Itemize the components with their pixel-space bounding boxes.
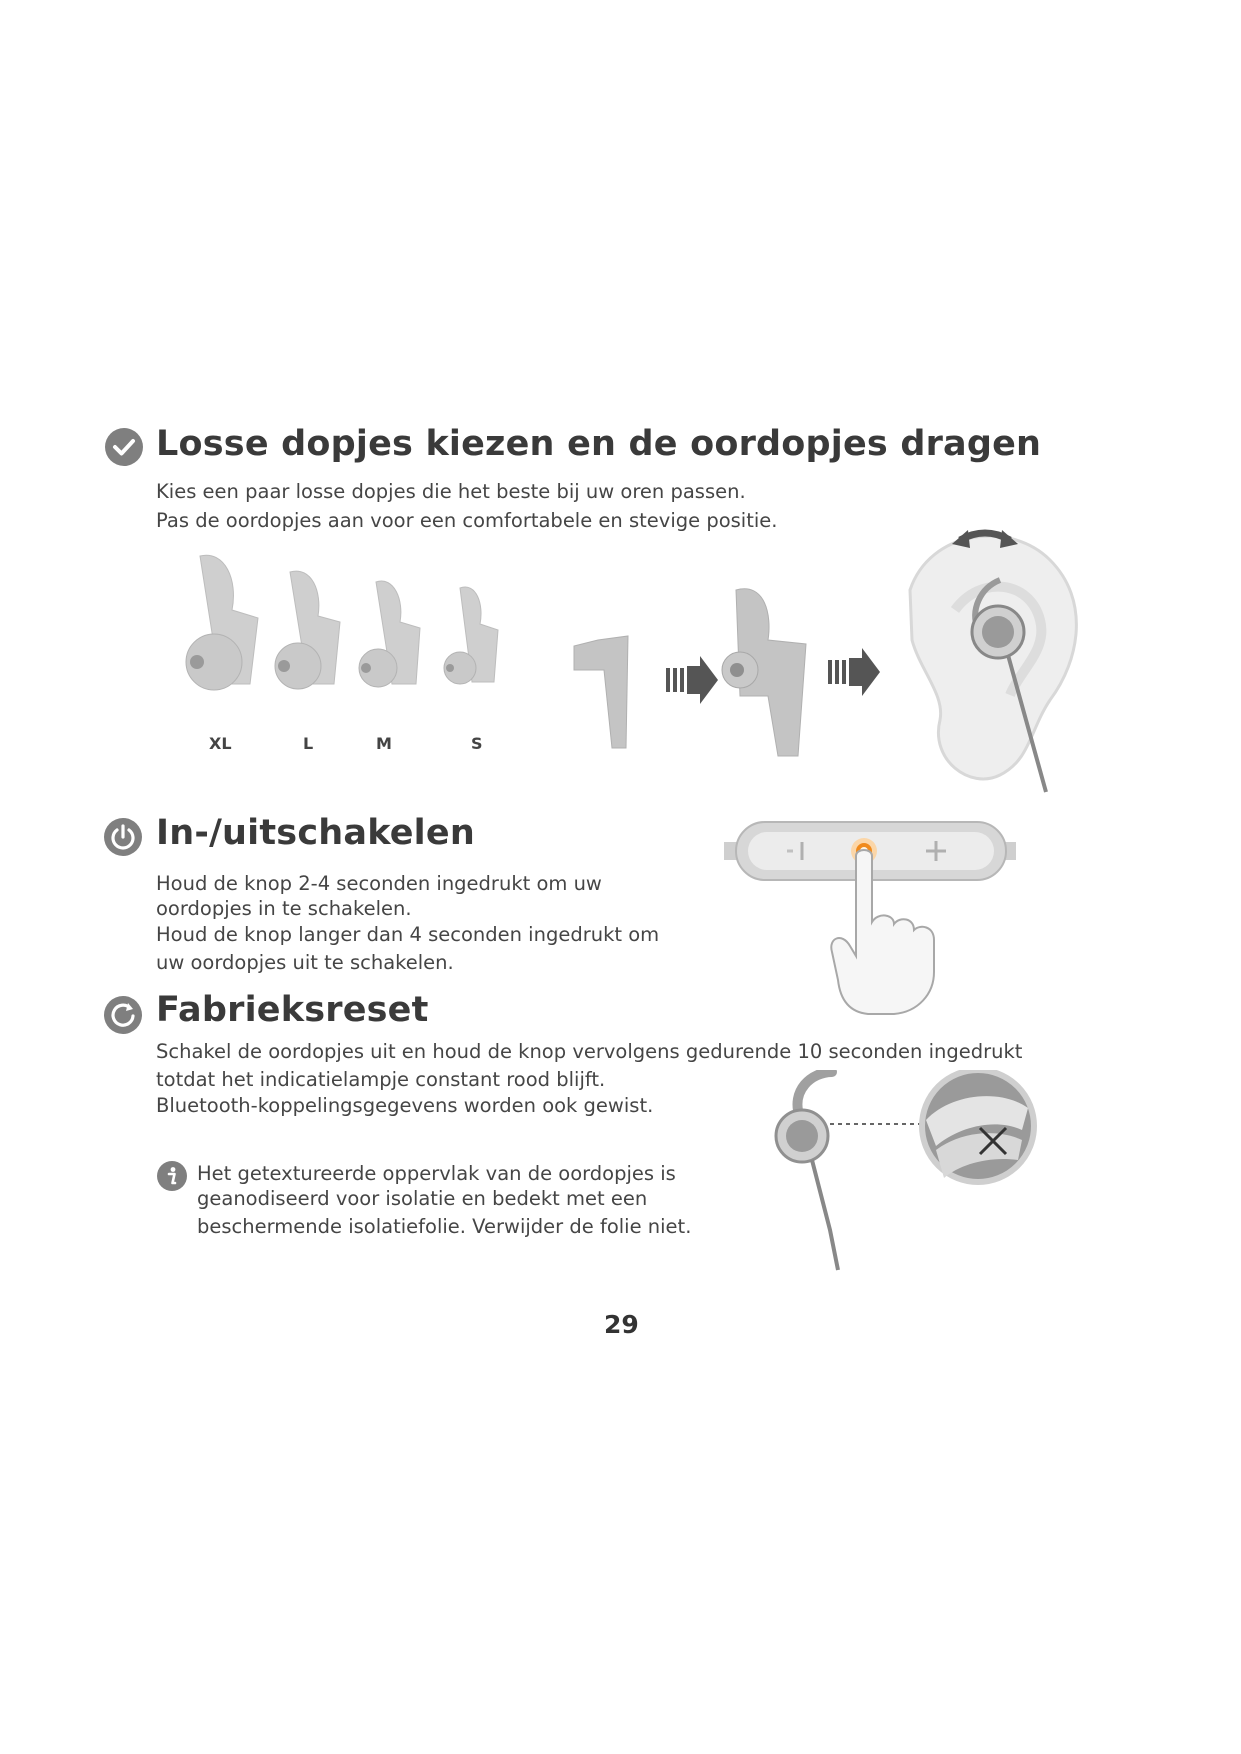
power-icon: [104, 818, 142, 856]
section-title-power: In-/uitschakelen: [156, 813, 475, 853]
check-icon: [105, 428, 143, 466]
reset-text-line-1: Schakel de oordopjes uit en houd de knop vervolgens gedurende 10 seconden ingedrukt: [156, 1040, 1023, 1063]
note-text-line-1: Het getextureerde oppervlak van de oordopjes is: [197, 1162, 676, 1185]
size-label-m: M: [376, 734, 392, 753]
reset-text-line-2: totdat het indicatielampje constant rood blijft.: [156, 1068, 606, 1091]
reset-text-line-3: Bluetooth-koppelingsgegevens worden ook gewist.: [156, 1094, 654, 1117]
remote-button-press-illustration: [722, 812, 1022, 1022]
power-text-line-2: oordopjes in te schakelen.: [156, 897, 412, 920]
ear-tip-s-illustration: [444, 587, 498, 684]
ear-tip-sizes-illustration: [180, 550, 530, 720]
size-label-l: L: [303, 734, 314, 753]
fit-text-line-1: Kies een paar losse dopjes die het beste bij uw oren passen.: [156, 480, 746, 503]
section-title-reset: Fabrieksreset: [156, 990, 429, 1030]
info-icon: [157, 1161, 187, 1191]
size-label-xl: XL: [209, 734, 232, 753]
section-title-fit: Losse dopjes kiezen en de oordopjes dragen: [156, 424, 1042, 464]
ear-tip-l-illustration: [275, 571, 340, 689]
power-text-line-1: Houd de knop 2-4 seconden ingedrukt om uw: [156, 872, 602, 895]
fit-sequence-illustration: [560, 520, 1100, 800]
reset-icon: [104, 996, 142, 1034]
ear-tip-xl-illustration: [186, 555, 258, 690]
power-text-line-3: Houd de knop langer dan 4 seconden ingedrukt om: [156, 923, 660, 946]
page-number: 29: [604, 1310, 639, 1339]
protective-film-illustration: [760, 1070, 1060, 1280]
note-text-line-3: beschermende isolatiefolie. Verwijder de folie niet.: [197, 1215, 692, 1238]
size-label-s: S: [471, 734, 483, 753]
arrow-right-icon: [828, 648, 880, 696]
arrow-right-icon: [666, 656, 718, 704]
power-text-line-4: uw oordopjes uit te schakelen.: [156, 951, 454, 974]
note-text-line-2: geanodiseerd voor isolatie en bedekt met een: [197, 1187, 648, 1210]
fit-text-line-2: Pas de oordopjes aan voor een comfortabele en stevige positie.: [156, 509, 778, 532]
ear-tip-m-illustration: [359, 581, 420, 687]
